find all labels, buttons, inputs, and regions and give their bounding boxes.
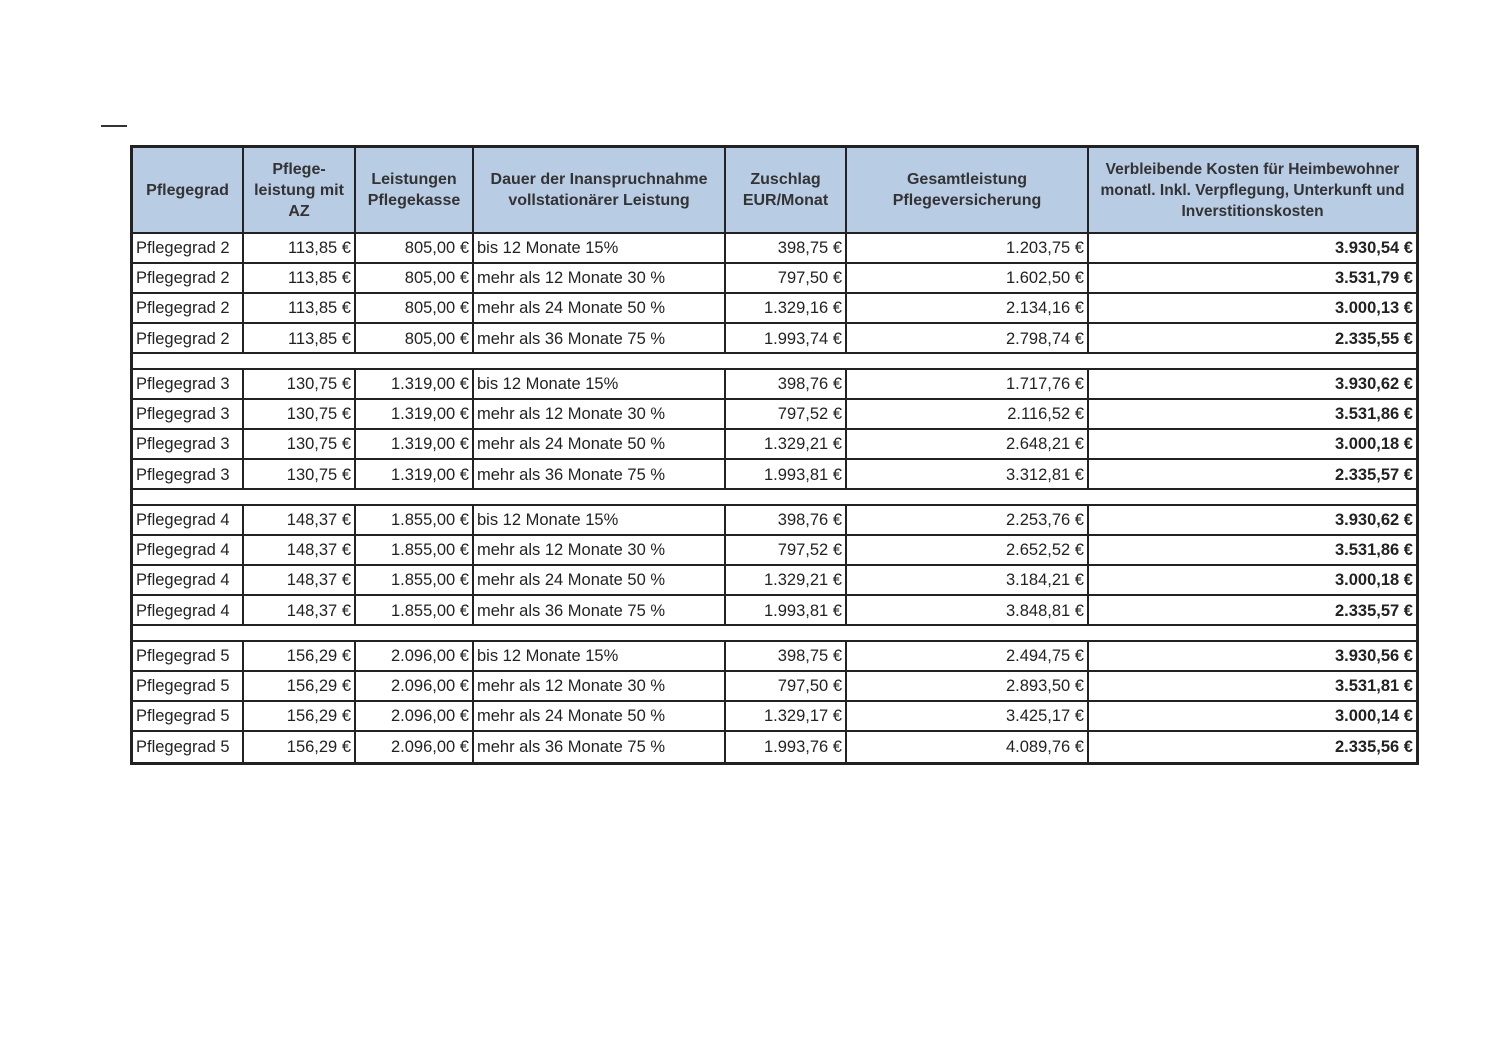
gesamtleistung-cell: 2.893,50 €: [847, 672, 1089, 700]
table-row: [133, 596, 1416, 626]
pflegekasse-cell: 2.096,00 €: [356, 672, 474, 700]
verbleibende-kosten-cell: 3.930,56 €: [1335, 646, 1413, 665]
pflegekasse-cell: 805,00 €: [356, 264, 474, 292]
dauer-cell: mehr als 24 Monate 50 %: [474, 702, 726, 730]
zuschlag-cell: 1.329,21 €: [726, 430, 847, 458]
verbleibende-kosten-cell: 3.930,54 €: [1335, 238, 1413, 257]
gesamtleistung-cell: 3.425,17 €: [847, 702, 1089, 730]
table-row: [133, 400, 1416, 430]
pflegeleistung-cell: 148,37 €: [244, 536, 356, 564]
pflegeleistung-cell: 130,75 €: [244, 460, 356, 490]
zuschlag-cell: 797,50 €: [726, 264, 847, 292]
dauer-cell: mehr als 12 Monate 30 %: [474, 264, 726, 292]
gesamtleistung-cell: 3.848,81 €: [847, 596, 1089, 626]
group-separator: [133, 488, 1416, 506]
pflegekasse-cell: 1.855,00 €: [356, 536, 474, 564]
pflegekasse-cell: 1.855,00 €: [356, 596, 474, 626]
pflegeleistung-cell: 148,37 €: [244, 566, 356, 594]
dauer-cell: bis 12 Monate 15%: [474, 642, 726, 670]
table-body: [133, 234, 1416, 762]
dauer-cell: mehr als 12 Monate 30 %: [474, 536, 726, 564]
verbleibende-kosten-cell: 3.000,18 €: [1335, 434, 1413, 453]
pflegekasse-cell: 1.855,00 €: [356, 566, 474, 594]
zuschlag-cell: 398,75 €: [726, 642, 847, 670]
pflegeleistung-cell: 156,29 €: [244, 732, 356, 762]
table-row: [133, 234, 1416, 264]
verbleibende-kosten-cell: 3.531,79 €: [1335, 268, 1413, 287]
zuschlag-cell: 797,52 €: [726, 536, 847, 564]
gesamtleistung-cell: 3.184,21 €: [847, 566, 1089, 594]
pflegegrad-cell: Pflegegrad 3: [133, 430, 244, 458]
zuschlag-cell: 1.993,76 €: [726, 732, 847, 762]
verbleibende-kosten-cell: 3.531,81 €: [1335, 676, 1413, 695]
page-dash-mark: [101, 125, 127, 127]
verbleibende-kosten-cell: 2.335,57 €: [1335, 601, 1413, 620]
pflegegrad-cell: Pflegegrad 2: [133, 264, 244, 292]
pflegeleistung-cell: 113,85 €: [244, 234, 356, 262]
zuschlag-cell: 398,75 €: [726, 234, 847, 262]
table-row: [133, 460, 1416, 490]
pflegegrad-cell: Pflegegrad 5: [133, 732, 244, 762]
dauer-cell: bis 12 Monate 15%: [474, 506, 726, 534]
pflegegrad-cell: Pflegegrad 2: [133, 294, 244, 322]
zuschlag-cell: 398,76 €: [726, 370, 847, 398]
pflegegrad-cell: Pflegegrad 3: [133, 370, 244, 398]
verbleibende-kosten-cell: 3.531,86 €: [1335, 404, 1413, 423]
dauer-cell: mehr als 36 Monate 75 %: [474, 596, 726, 626]
gesamtleistung-cell: 4.089,76 €: [847, 732, 1089, 762]
gesamtleistung-cell: 2.253,76 €: [847, 506, 1089, 534]
verbleibende-kosten-cell: 2.335,56 €: [1335, 737, 1413, 756]
pflegegrad-cell: Pflegegrad 3: [133, 460, 244, 490]
dauer-cell: mehr als 36 Monate 75 %: [474, 460, 726, 490]
pflegekasse-cell: 1.319,00 €: [356, 370, 474, 398]
pflegekasse-cell: 1.319,00 €: [356, 400, 474, 428]
pflegegrad-cell: Pflegegrad 2: [133, 234, 244, 262]
pflegeleistung-cell: 113,85 €: [244, 264, 356, 292]
verbleibende-kosten-cell: 3.531,86 €: [1335, 540, 1413, 559]
verbleibende-kosten-cell: 3.000,18 €: [1335, 570, 1413, 589]
pflegegrad-cell: Pflegegrad 4: [133, 536, 244, 564]
dauer-cell: mehr als 24 Monate 50 %: [474, 430, 726, 458]
gesamtleistung-cell: 1.203,75 €: [847, 234, 1089, 262]
dauer-cell: mehr als 36 Monate 75 %: [474, 324, 726, 354]
pflegeleistung-cell: 130,75 €: [244, 400, 356, 428]
table-row: [133, 536, 1416, 566]
pflegeleistung-cell: 156,29 €: [244, 702, 356, 730]
gesamtleistung-cell: 1.717,76 €: [847, 370, 1089, 398]
pflegekasse-cell: 2.096,00 €: [356, 642, 474, 670]
header-leistungen-pflegekasse: Leistungen Pflegekasse: [356, 148, 474, 232]
pflegeleistung-cell: 130,75 €: [244, 370, 356, 398]
group-separator: [133, 352, 1416, 370]
verbleibende-kosten-cell: 3.930,62 €: [1335, 510, 1413, 529]
pflegekasse-cell: 1.319,00 €: [356, 430, 474, 458]
pflegekasse-cell: 2.096,00 €: [356, 702, 474, 730]
zuschlag-cell: 1.329,21 €: [726, 566, 847, 594]
pflegekasse-cell: 805,00 €: [356, 294, 474, 322]
zuschlag-cell: 797,52 €: [726, 400, 847, 428]
pflegegrad-cell: Pflegegrad 2: [133, 324, 244, 354]
pflegekasse-cell: 1.855,00 €: [356, 506, 474, 534]
pflegeleistung-cell: 156,29 €: [244, 672, 356, 700]
dauer-cell: mehr als 24 Monate 50 %: [474, 294, 726, 322]
verbleibende-kosten-cell: 3.000,14 €: [1335, 706, 1413, 725]
header-pflegeleistung: Pflege- leistung mit AZ: [244, 148, 356, 232]
pflegekasse-cell: 805,00 €: [356, 324, 474, 354]
table-header-row: [133, 148, 1416, 234]
header-gesamtleistung: Gesamtleistung Pflegeversicherung: [847, 148, 1089, 232]
dauer-cell: mehr als 36 Monate 75 %: [474, 732, 726, 762]
pflegeleistung-cell: 148,37 €: [244, 506, 356, 534]
gesamtleistung-cell: 2.652,52 €: [847, 536, 1089, 564]
table-row: [133, 430, 1416, 460]
dauer-cell: mehr als 12 Monate 30 %: [474, 400, 726, 428]
dauer-cell: bis 12 Monate 15%: [474, 370, 726, 398]
zuschlag-cell: 1.329,16 €: [726, 294, 847, 322]
pflegeleistung-cell: 130,75 €: [244, 430, 356, 458]
table-row: [133, 324, 1416, 354]
pflegeleistung-cell: 113,85 €: [244, 294, 356, 322]
zuschlag-cell: 1.993,81 €: [726, 596, 847, 626]
table-row: [133, 732, 1416, 762]
zuschlag-cell: 797,50 €: [726, 672, 847, 700]
zuschlag-cell: 398,76 €: [726, 506, 847, 534]
pflegekasse-cell: 2.096,00 €: [356, 732, 474, 762]
verbleibende-kosten-cell: 3.930,62 €: [1335, 374, 1413, 393]
gesamtleistung-cell: 2.134,16 €: [847, 294, 1089, 322]
dauer-cell: mehr als 24 Monate 50 %: [474, 566, 726, 594]
dauer-cell: bis 12 Monate 15%: [474, 234, 726, 262]
header-dauer: Dauer der Inanspruchnahme vollstationärer Leistung: [474, 148, 726, 232]
table-row: [133, 642, 1416, 672]
pflegegrad-cell: Pflegegrad 5: [133, 702, 244, 730]
pflegegrad-cell: Pflegegrad 4: [133, 596, 244, 626]
table-row: [133, 702, 1416, 732]
gesamtleistung-cell: 1.602,50 €: [847, 264, 1089, 292]
pflegegrad-cell: Pflegegrad 5: [133, 642, 244, 670]
table-row: [133, 264, 1416, 294]
zuschlag-cell: 1.993,81 €: [726, 460, 847, 490]
header-pflegegrad: Pflegegrad: [133, 148, 244, 232]
pflegegrad-cell: Pflegegrad 4: [133, 566, 244, 594]
zuschlag-cell: 1.993,74 €: [726, 324, 847, 354]
pflegegrad-cell: Pflegegrad 4: [133, 506, 244, 534]
gesamtleistung-cell: 2.494,75 €: [847, 642, 1089, 670]
pflegegrad-cell: Pflegegrad 3: [133, 400, 244, 428]
care-costs-table: [130, 145, 1419, 765]
header-verbleibende-kosten: Verbleibende Kosten für Heimbewohner monatl. Inkl. Verpflegung, Unterkunft und Inverstitionskosten: [1100, 160, 1405, 220]
pflegekasse-cell: 805,00 €: [356, 234, 474, 262]
table-row: [133, 506, 1416, 536]
table-row: [133, 672, 1416, 702]
gesamtleistung-cell: 3.312,81 €: [847, 460, 1089, 490]
gesamtleistung-cell: 2.116,52 €: [847, 400, 1089, 428]
pflegeleistung-cell: 156,29 €: [244, 642, 356, 670]
pflegeleistung-cell: 113,85 €: [244, 324, 356, 354]
table-row: [133, 370, 1416, 400]
group-separator: [133, 624, 1416, 642]
table-row: [133, 566, 1416, 596]
dauer-cell: mehr als 12 Monate 30 %: [474, 672, 726, 700]
pflegegrad-cell: Pflegegrad 5: [133, 672, 244, 700]
verbleibende-kosten-cell: 3.000,13 €: [1335, 298, 1413, 317]
header-zuschlag: Zuschlag EUR/Monat: [726, 148, 847, 232]
gesamtleistung-cell: 2.798,74 €: [847, 324, 1089, 354]
gesamtleistung-cell: 2.648,21 €: [847, 430, 1089, 458]
table-row: [133, 294, 1416, 324]
verbleibende-kosten-cell: 2.335,55 €: [1335, 329, 1413, 348]
pflegeleistung-cell: 148,37 €: [244, 596, 356, 626]
pflegekasse-cell: 1.319,00 €: [356, 460, 474, 490]
verbleibende-kosten-cell: 2.335,57 €: [1335, 465, 1413, 484]
zuschlag-cell: 1.329,17 €: [726, 702, 847, 730]
